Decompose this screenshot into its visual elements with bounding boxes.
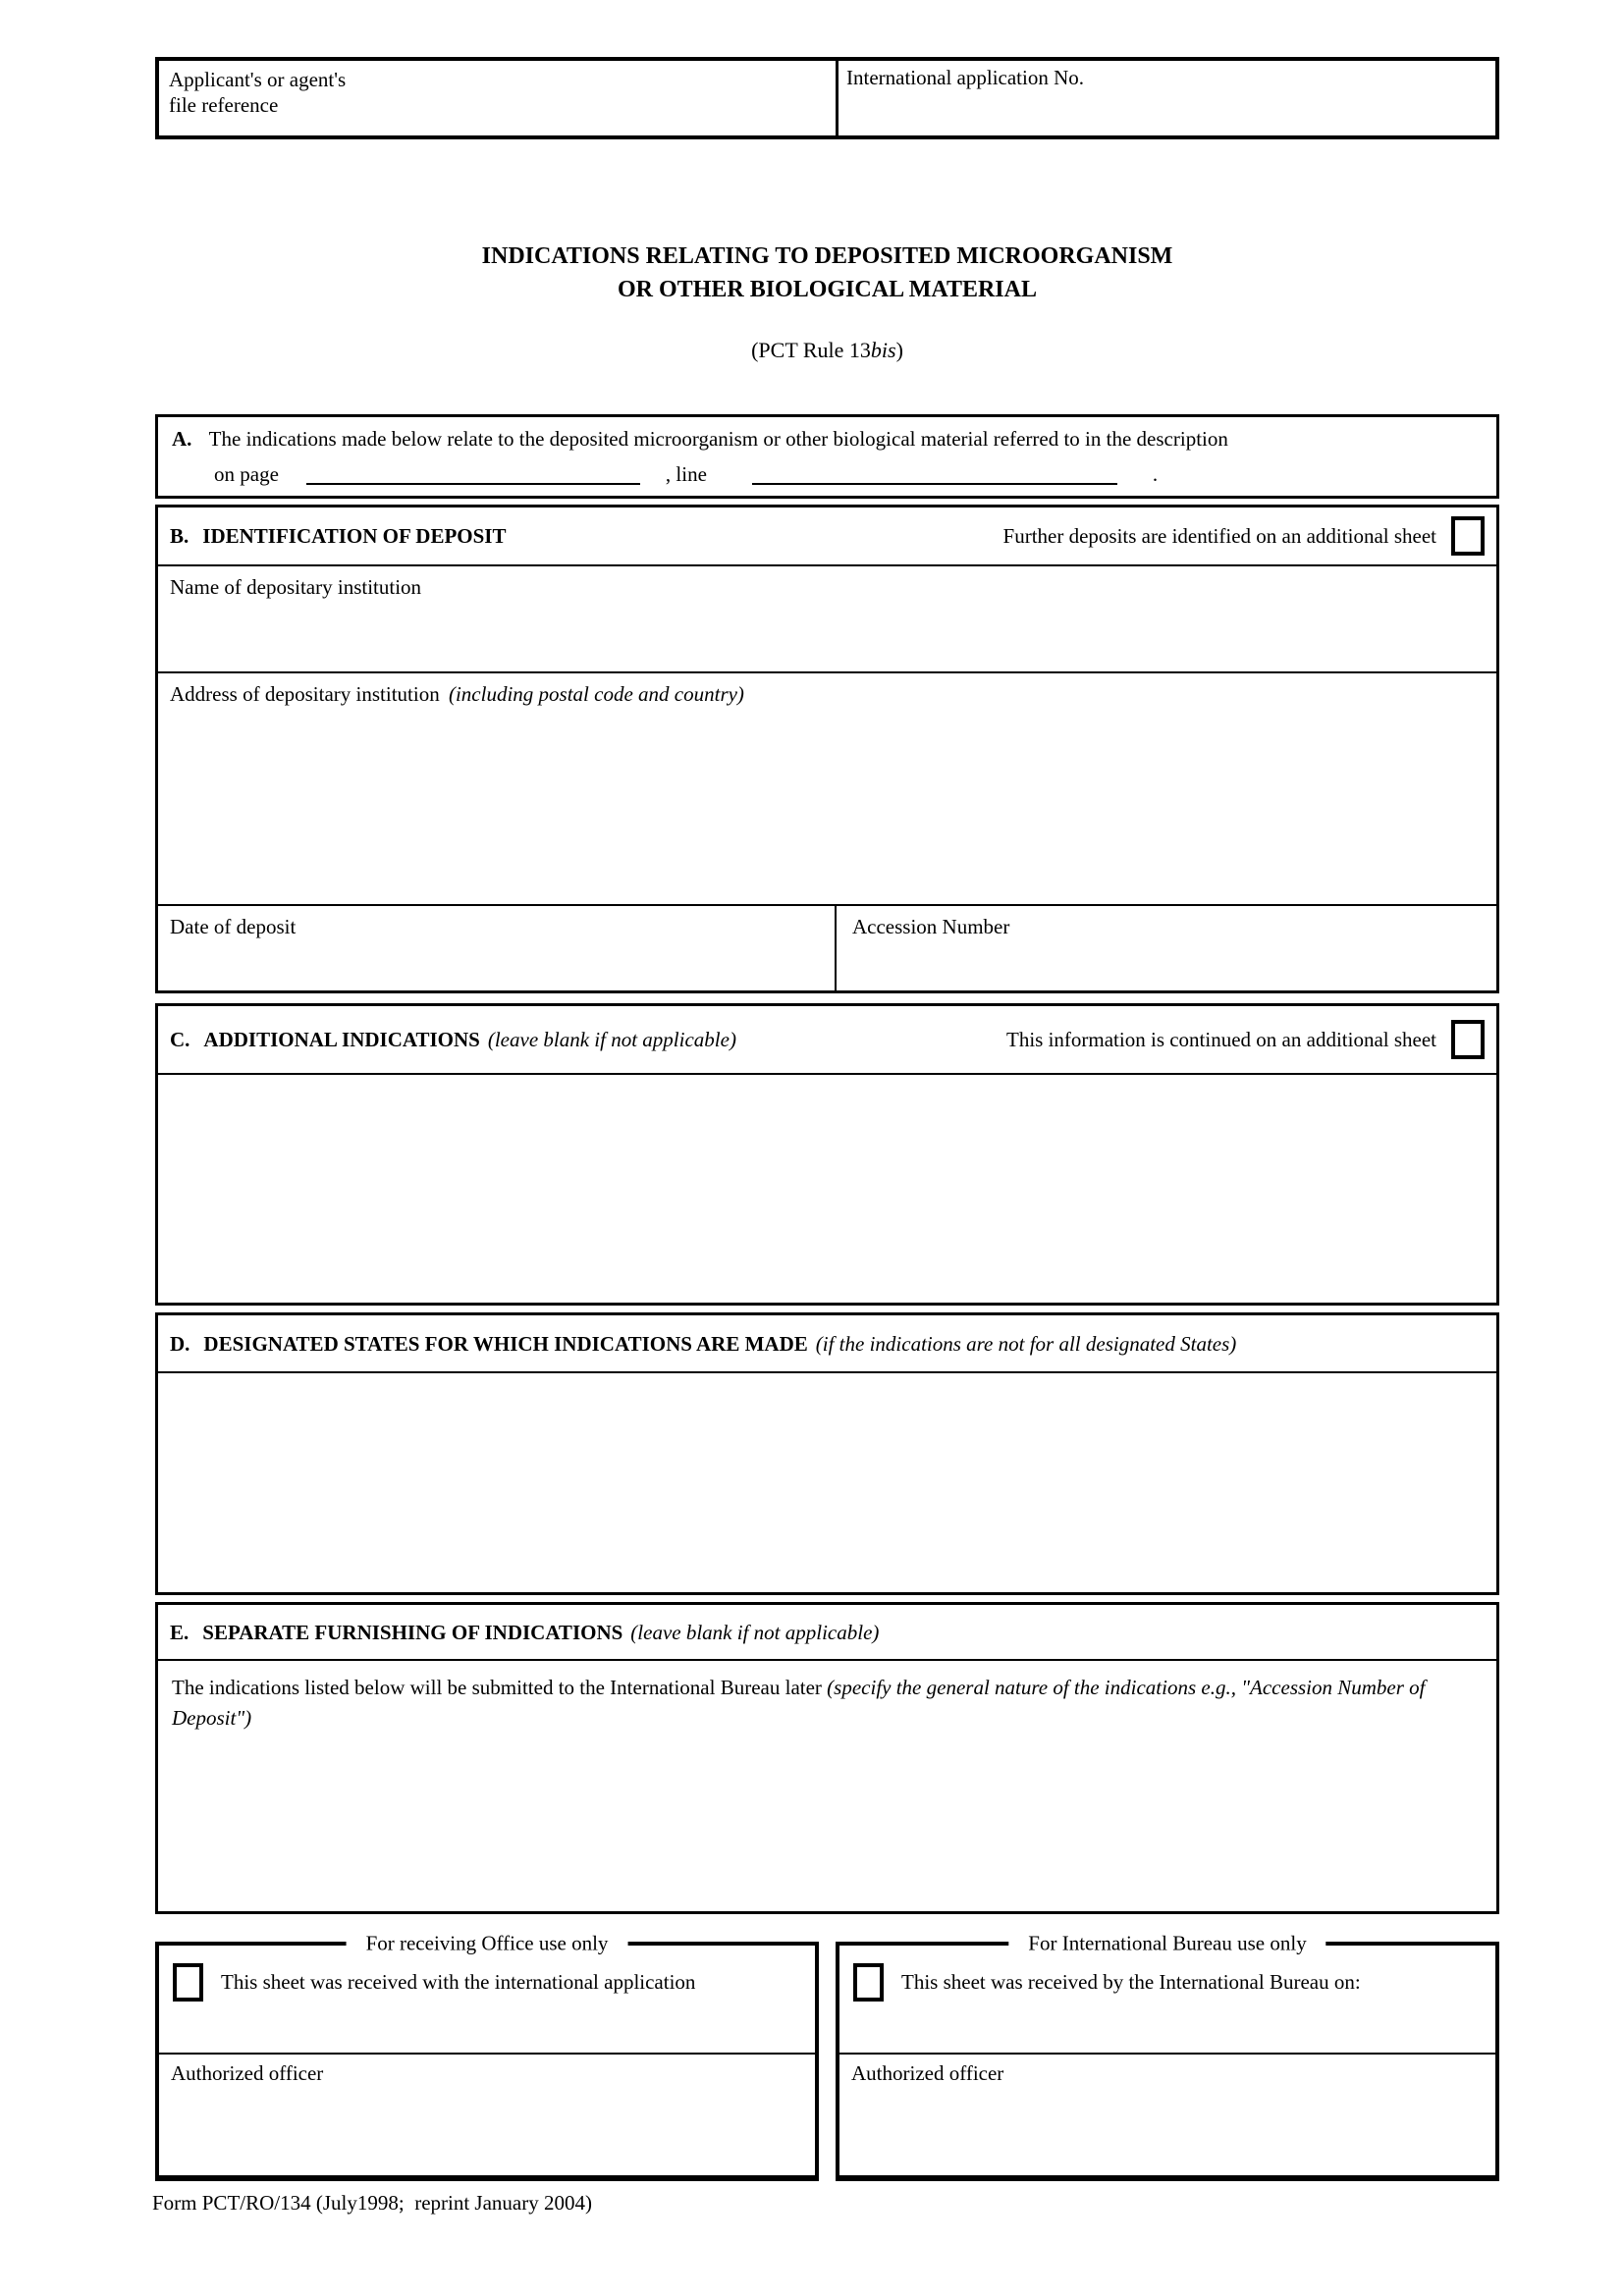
section-d-letter: D.	[170, 1331, 190, 1356]
section-a-period: .	[1152, 462, 1159, 486]
international-bureau-received-row	[839, 1946, 1495, 2053]
international-bureau-header: For International Bureau use only	[1008, 1932, 1325, 1956]
section-b-letter: B.	[170, 524, 189, 548]
receiving-office-box	[155, 1931, 819, 2181]
section-d-header	[158, 1315, 1496, 1373]
form-title-line1: INDICATIONS RELATING TO DEPOSITED MICROORGANISM	[481, 243, 1173, 269]
section-b-box	[155, 505, 1499, 993]
receiving-office-header: For receiving Office use only	[347, 1932, 628, 1956]
section-e-header	[158, 1605, 1496, 1661]
form-footer: Form PCT/RO/134 (July1998; reprint January 2004)	[152, 2191, 592, 2215]
further-deposits-label: Further deposits are identified on an additional sheet	[1002, 524, 1436, 548]
received-with-application-label: This sheet was received with the international application	[221, 1970, 696, 1994]
section-b-header	[158, 507, 1496, 564]
line-label: , line	[665, 462, 707, 486]
section-e-title: SEPARATE FURNISHING OF INDICATIONS	[202, 1620, 623, 1644]
pct-rule-suffix: )	[895, 338, 903, 362]
section-d-note: (if the indications are not for all designated States)	[815, 1331, 1237, 1356]
international-application-no-cell[interactable]	[839, 61, 1495, 135]
section-e-letter: E.	[170, 1620, 189, 1644]
separate-furnishing-note: (specify the general nature of the indications e.g., "Accession Number of Deposit")	[172, 1676, 1426, 1730]
separate-furnishing-text: The indications listed below will be submitted to the International Bureau later	[172, 1676, 822, 1699]
section-a-line1	[158, 417, 1496, 452]
international-application-no-label: International application No.	[846, 66, 1085, 89]
file-reference-label-line1: Applicant's or agent's	[169, 68, 347, 91]
accession-number-cell[interactable]	[837, 906, 1496, 990]
section-c-header	[158, 1006, 1496, 1075]
section-a-letter: A.	[172, 427, 192, 451]
received-with-application-checkbox[interactable]	[173, 1963, 203, 2002]
depositary-address-label	[158, 673, 1496, 707]
section-c-letter: C.	[170, 1028, 190, 1051]
section-c-box	[155, 1003, 1499, 1306]
pct-rule-subtitle	[155, 338, 1499, 363]
pct-rule-italic: bis	[870, 338, 896, 362]
depositary-address-cell[interactable]	[158, 671, 1496, 904]
section-d-box	[155, 1312, 1499, 1595]
receiving-office-officer-area[interactable]	[159, 2053, 815, 2171]
received-by-bureau-checkbox[interactable]	[853, 1963, 884, 2002]
section-a-line2	[158, 452, 1496, 487]
section-b-title: IDENTIFICATION OF DEPOSIT	[202, 524, 507, 548]
section-b-bottom-row	[158, 904, 1496, 990]
section-d-title: DESIGNATED STATES FOR WHICH INDICATIONS ARE MADE	[203, 1331, 808, 1356]
section-a-text: The indications made below relate to the deposited microorganism or other biological material referred to in the description	[208, 427, 1228, 451]
section-c-note: (leave blank if not applicable)	[487, 1028, 736, 1051]
page-number-field[interactable]	[306, 463, 640, 485]
section-a-box	[155, 414, 1499, 499]
receiving-office-received-row	[159, 1946, 815, 2053]
line-number-field[interactable]	[752, 463, 1117, 485]
international-bureau-officer-area[interactable]	[839, 2053, 1495, 2171]
applicant-file-reference-cell[interactable]	[159, 61, 839, 135]
file-reference-label-line2: file reference	[169, 93, 279, 117]
depositary-address-label-text: Address of depositary institution	[170, 682, 440, 706]
depositary-name-cell[interactable]	[158, 564, 1496, 671]
pct-rule-prefix: (PCT Rule 13	[751, 338, 871, 362]
additional-indications-content[interactable]	[158, 1075, 1496, 1303]
section-e-note: (leave blank if not applicable)	[630, 1620, 880, 1644]
section-c-title: ADDITIONAL INDICATIONS	[203, 1028, 480, 1051]
accession-number-label: Accession Number	[852, 915, 1010, 938]
date-of-deposit-cell[interactable]	[158, 906, 837, 990]
further-deposits-checkbox[interactable]	[1451, 516, 1485, 556]
received-by-bureau-label: This sheet was received by the International Bureau on:	[901, 1970, 1361, 1994]
date-of-deposit-label: Date of deposit	[170, 915, 297, 938]
depositary-name-label: Name of depositary institution	[170, 575, 422, 599]
form-title	[155, 240, 1499, 306]
international-bureau-box	[836, 1931, 1499, 2181]
international-bureau-officer-label: Authorized officer	[851, 2061, 1004, 2085]
separate-furnishing-content[interactable]	[158, 1661, 1496, 1911]
reference-header-box	[155, 57, 1499, 139]
section-e-box	[155, 1602, 1499, 1914]
designated-states-content[interactable]	[158, 1373, 1496, 1592]
form-title-line2: OR OTHER BIOLOGICAL MATERIAL	[618, 277, 1037, 302]
receiving-office-officer-label: Authorized officer	[171, 2061, 324, 2085]
on-page-label: on page	[214, 462, 279, 486]
continued-additional-sheet-checkbox[interactable]	[1451, 1020, 1485, 1059]
continued-additional-sheet-label: This information is continued on an additional sheet	[1006, 1028, 1436, 1051]
depositary-address-note: (including postal code and country)	[448, 682, 744, 706]
